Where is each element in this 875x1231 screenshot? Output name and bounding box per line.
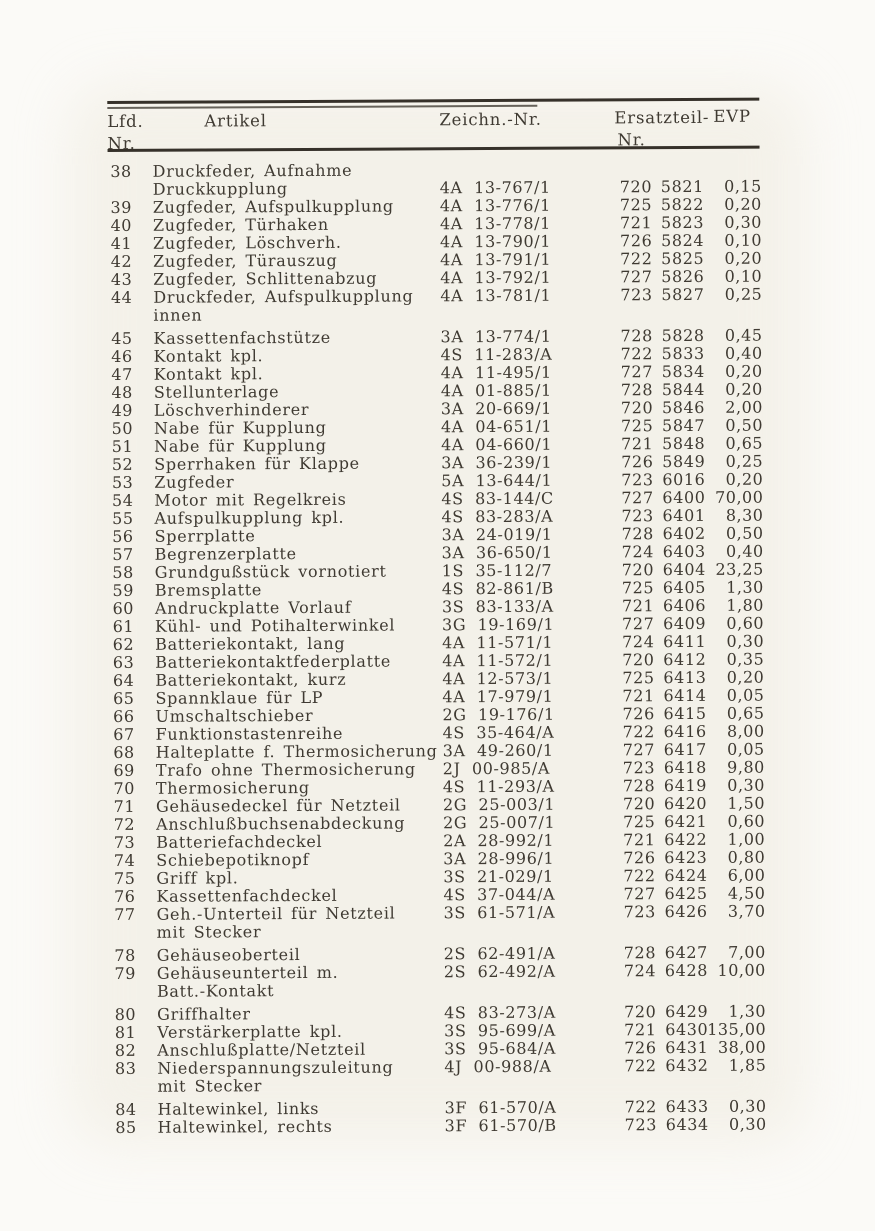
cell-artikel: Griff kpl. [156, 868, 239, 888]
cell-ersatzteil-nr: 722 6432 [624, 1055, 709, 1076]
cell-evp: 0,30 [728, 1114, 767, 1134]
cell-ersatzteil-nr: 721 6414 [622, 685, 707, 706]
cell-artikel: Geh.-Unterteil für Netzteil [156, 903, 396, 924]
cell-ersatzteil-nr: 724 6428 [623, 960, 709, 981]
cell-lfd-nr: 54 [111, 490, 134, 510]
cell-evp: 2,00 [725, 397, 763, 417]
cell-artikel: Bremsplatte [154, 580, 263, 600]
cell-zeichn-nr: 2G 25-007/1 [443, 812, 556, 833]
cell-zeichn-nr: 1S 35-112/7 [441, 560, 553, 581]
cell-artikel: Stellunterlage [153, 382, 280, 402]
cell-artikel: mit Stecker [156, 922, 262, 942]
cell-artikel: mit Stecker [157, 1076, 263, 1096]
table-row-line [0, 303, 873, 326]
cell-artikel: Druckfeder, Aufspulkupplung [153, 286, 414, 307]
cell-zeichn-nr: 3S 95-684/A [444, 1038, 557, 1059]
cell-artikel: Kontakt kpl. [153, 346, 264, 366]
cell-artikel: Anschlußplatte/Netzteil [157, 1039, 366, 1060]
cell-lfd-nr: 75 [113, 868, 136, 888]
cell-lfd-nr: 63 [112, 652, 135, 672]
cell-zeichn-nr: 4A 13-767/1 [439, 177, 551, 198]
cell-lfd-nr: 61 [112, 616, 135, 636]
cell-zeichn-nr: 4A 04-660/1 [441, 434, 553, 455]
cell-artikel: Batteriekontakt, lang [155, 633, 346, 654]
cell-lfd-nr: 70 [113, 778, 135, 798]
cell-ersatzteil-nr: 720 6429 [624, 1001, 709, 1022]
cell-ersatzteil-nr: 723 5827 [620, 284, 705, 305]
cell-lfd-nr: 56 [112, 526, 134, 546]
cell-evp: 1,80 [726, 595, 764, 615]
cell-zeichn-nr: 3A 13-774/1 [440, 326, 552, 347]
cell-evp: 0,30 [724, 212, 762, 232]
cell-zeichn-nr: 4S 82-861/B [441, 578, 554, 599]
cell-evp: 0,20 [724, 248, 763, 268]
cell-zeichn-nr: 4A 13-792/1 [440, 267, 552, 288]
cell-evp: 0,20 [725, 361, 763, 381]
cell-ersatzteil-nr: 720 6404 [621, 559, 706, 580]
cell-lfd-nr: 79 [114, 963, 136, 983]
cell-evp: 0,25 [724, 284, 763, 304]
cell-zeichn-nr: 3S 95-699/A [444, 1020, 556, 1041]
cell-evp: 1,30 [726, 577, 764, 597]
cell-artikel: Funktionstastenreihe [155, 723, 344, 744]
cell-evp: 0,40 [724, 343, 763, 363]
cell-ersatzteil-nr: 720 6412 [622, 649, 707, 670]
cell-lfd-nr: 45 [111, 328, 133, 348]
cell-evp: 0,20 [725, 379, 763, 399]
cell-artikel: Spannklaue für LP [155, 687, 324, 708]
cell-zeichn-nr: 2A 28-992/1 [443, 830, 555, 851]
cell-ersatzteil-nr: 720 5846 [620, 397, 706, 418]
header-separator-rule [108, 146, 760, 152]
cell-lfd-nr: 59 [112, 580, 134, 600]
cell-evp: 8,00 [726, 721, 765, 741]
cell-artikel: Kassettenfachdeckel [156, 885, 338, 906]
cell-ersatzteil-nr: 724 6403 [621, 541, 706, 562]
cell-lfd-nr: 52 [111, 454, 134, 474]
cell-lfd-nr: 81 [114, 1022, 137, 1042]
cell-artikel: Aufspulkupplung kpl. [154, 507, 345, 528]
cell-evp: 0,05 [726, 685, 765, 705]
cell-ersatzteil-nr: 728 6402 [621, 523, 706, 544]
cell-evp: 70,00 [715, 487, 764, 507]
cell-evp: 0,30 [726, 631, 765, 651]
cell-evp: 7,00 [728, 942, 766, 962]
column-header-ersatzteil-nr: Nr. [617, 130, 646, 150]
cell-zeichn-nr: 3S 61-571/A [443, 902, 556, 923]
cell-zeichn-nr: 2J 00-985/A [442, 758, 551, 779]
cell-ersatzteil-nr: 727 6409 [621, 613, 707, 634]
table-row-line [2, 1074, 875, 1097]
cell-artikel: Kontakt kpl. [153, 364, 264, 384]
cell-lfd-nr: 44 [110, 287, 133, 307]
cell-zeichn-nr: 3A 36-650/1 [441, 542, 553, 563]
cell-lfd-nr: 57 [112, 544, 134, 564]
cell-ersatzteil-nr: 723 6401 [621, 505, 706, 526]
cell-evp: 4,50 [727, 883, 766, 903]
cell-ersatzteil-nr: 725 6421 [623, 811, 708, 832]
cell-ersatzteil-nr: 723 6418 [622, 757, 707, 778]
cell-artikel: Nabe für Kupplung [154, 435, 327, 456]
cell-ersatzteil-nr: 721 5848 [621, 433, 706, 454]
cell-zeichn-nr: 3S 21-029/1 [443, 866, 554, 887]
cell-artikel: Niederspannungszuleitung [157, 1057, 394, 1078]
cell-evp: 9,80 [727, 757, 765, 777]
cell-lfd-nr: 47 [111, 364, 133, 384]
cell-lfd-nr: 78 [114, 945, 136, 965]
cell-lfd-nr: 76 [114, 886, 136, 906]
cell-artikel: Sperrhaken für Klappe [154, 453, 360, 474]
cell-artikel: Gehäuseoberteil [156, 945, 301, 965]
cell-evp: 0,30 [727, 775, 765, 795]
cell-evp: 0,50 [725, 415, 764, 435]
cell-evp: 0,60 [726, 613, 765, 633]
cell-evp: 1,00 [727, 829, 766, 849]
cell-artikel: Gehäuseunterteil m. [156, 962, 339, 983]
cell-ersatzteil-nr: 723 6016 [621, 469, 706, 490]
cell-evp: 0,60 [727, 811, 766, 831]
cell-ersatzteil-nr: 720 6420 [622, 793, 708, 814]
cell-artikel: Motor mit Regelkreis [154, 489, 347, 510]
cell-zeichn-nr: 2S 62-491/A [443, 943, 556, 964]
cell-evp: 0,50 [725, 523, 764, 543]
cell-artikel: Thermosicherung [155, 777, 310, 798]
cell-ersatzteil-nr: 721 6430 [624, 1019, 709, 1040]
cell-ersatzteil-nr: 721 6406 [621, 595, 707, 616]
cell-zeichn-nr: 5A 13-644/1 [441, 470, 553, 491]
cell-evp: 0,05 [727, 739, 765, 759]
table-row-line [2, 920, 875, 943]
cell-zeichn-nr: 4S 83-144/C [441, 488, 554, 509]
cell-ersatzteil-nr: 725 5847 [620, 415, 706, 436]
cell-lfd-nr: 50 [111, 418, 134, 438]
cell-zeichn-nr: 4S 11-293/A [442, 776, 555, 797]
column-header-zeichn-nr: Zeichn.-Nr. [439, 109, 542, 130]
cell-zeichn-nr: 4A 01-885/1 [440, 380, 552, 401]
cell-artikel: Haltewinkel, links [157, 1098, 320, 1119]
cell-lfd-nr: 71 [113, 796, 136, 816]
cell-lfd-nr: 69 [113, 760, 135, 780]
cell-artikel: Andruckplatte Vorlauf [154, 597, 352, 618]
cell-artikel: Trafo ohne Thermosicherung [155, 759, 416, 780]
cell-zeichn-nr: 3F 61-570/B [444, 1115, 557, 1136]
cell-lfd-nr: 55 [112, 508, 134, 528]
cell-artikel: Gehäusedeckel für Netzteil [155, 795, 401, 816]
cell-zeichn-nr: 3S 83-133/A [441, 596, 554, 617]
cell-artikel: Druckfeder, Aufnahme [152, 160, 353, 181]
cell-evp: 10,00 [717, 960, 766, 980]
table-top-rule-echo [107, 105, 537, 109]
cell-evp: 0,20 [724, 194, 762, 214]
cell-zeichn-nr: 4S 83-283/A [441, 506, 554, 527]
cell-zeichn-nr: 4S 37-044/A [443, 884, 556, 905]
cell-lfd-nr: 83 [114, 1058, 137, 1078]
cell-ersatzteil-nr: 727 5834 [620, 361, 705, 382]
cell-evp: 0,25 [725, 451, 764, 471]
cell-artikel: Nabe für Kupplung [153, 417, 327, 438]
cell-ersatzteil-nr: 725 6413 [622, 667, 707, 688]
cell-zeichn-nr: 4A 13-776/1 [439, 195, 551, 216]
cell-artikel: Zugfeder, Türauszug [153, 250, 338, 271]
cell-zeichn-nr: 2G 25-003/1 [442, 794, 556, 815]
cell-ersatzteil-nr: 722 5825 [620, 248, 705, 269]
cell-evp: 0,80 [727, 847, 766, 867]
cell-zeichn-nr: 4A 11-572/1 [442, 650, 554, 671]
cell-lfd-nr: 48 [111, 382, 133, 402]
cell-artikel: Anschlußbuchsenabdeckung [156, 813, 406, 834]
cell-ersatzteil-nr: 726 6431 [624, 1037, 709, 1058]
cell-evp: 0,65 [725, 433, 764, 453]
table-row-line [3, 1115, 875, 1138]
cell-artikel: Batteriekontakt, kurz [155, 669, 347, 690]
cell-ersatzteil-nr: 728 6419 [622, 775, 708, 796]
cell-lfd-nr: 84 [115, 1099, 137, 1119]
cell-lfd-nr: 58 [112, 562, 134, 582]
cell-lfd-nr: 67 [113, 724, 135, 744]
cell-lfd-nr: 74 [113, 850, 136, 870]
cell-ersatzteil-nr: 726 5824 [619, 230, 705, 251]
cell-lfd-nr: 38 [110, 161, 132, 181]
cell-ersatzteil-nr: 728 5844 [620, 379, 706, 400]
cell-ersatzteil-nr: 728 5828 [620, 325, 705, 346]
cell-ersatzteil-nr: 723 6434 [624, 1114, 709, 1135]
cell-zeichn-nr: 4S 83-273/A [444, 1002, 556, 1023]
cell-ersatzteil-nr: 722 6433 [624, 1096, 709, 1117]
cell-zeichn-nr: 3F 61-570/A [444, 1097, 557, 1118]
column-header-ersatzteil: Ersatzteil- [614, 107, 710, 128]
cell-lfd-nr: 41 [110, 233, 133, 253]
cell-artikel: Sperrplatte [154, 526, 256, 546]
cell-lfd-nr: 39 [110, 197, 132, 217]
cell-evp: 0,65 [726, 703, 765, 723]
cell-artikel: Griffhalter [157, 1004, 251, 1024]
cell-ersatzteil-nr: 722 6424 [623, 865, 708, 886]
cell-zeichn-nr: 4A 11-495/1 [440, 362, 552, 383]
cell-lfd-nr: 42 [110, 251, 133, 271]
cell-artikel: Halteplatte f. Thermosicherung [155, 741, 438, 762]
cell-ersatzteil-nr: 726 6423 [623, 847, 708, 868]
cell-evp: 0,10 [724, 266, 763, 286]
cell-ersatzteil-nr: 721 6422 [623, 829, 708, 850]
cell-evp: 1,30 [728, 1001, 767, 1021]
cell-artikel: Batteriefachdeckel [156, 831, 323, 852]
table-body [0, 159, 875, 1138]
cell-zeichn-nr: 3G 19-169/1 [441, 614, 555, 635]
cell-artikel: Kühl- und Potihalterwinkel [154, 615, 396, 636]
column-header-lfd-nr: Nr. [107, 133, 136, 154]
cell-lfd-nr: 66 [113, 706, 135, 726]
cell-evp: 0,35 [726, 649, 765, 669]
cell-ersatzteil-nr: 725 6405 [621, 577, 707, 598]
cell-zeichn-nr: 4A 13-791/1 [440, 249, 552, 270]
cell-lfd-nr: 62 [112, 634, 135, 654]
cell-zeichn-nr: 3A 24-019/1 [441, 524, 553, 545]
cell-lfd-nr: 60 [112, 598, 134, 618]
cell-lfd-nr: 53 [111, 472, 134, 492]
column-header-evp: EVP [713, 106, 751, 126]
cell-artikel: Begrenzerplatte [154, 544, 297, 564]
cell-lfd-nr: 73 [113, 832, 136, 852]
cell-zeichn-nr: 2G 19-176/1 [442, 704, 555, 725]
cell-artikel: Zugfeder, Türhaken [152, 214, 329, 235]
cell-ersatzteil-nr: 726 6415 [622, 703, 707, 724]
cell-lfd-nr: 77 [114, 904, 136, 924]
cell-artikel: Kassettenfachstütze [153, 327, 331, 348]
cell-evp: 3,70 [727, 901, 766, 921]
cell-evp: 0,15 [724, 176, 762, 196]
cell-zeichn-nr: 2S 62-492/A [443, 961, 556, 982]
table-row-line [2, 979, 875, 1002]
cell-ersatzteil-nr: 724 6411 [622, 631, 707, 652]
cell-zeichn-nr: 3A 28-996/1 [443, 848, 555, 869]
cell-ersatzteil-nr: 727 6425 [623, 883, 708, 904]
cell-evp: 23,25 [715, 559, 764, 579]
cell-lfd-nr: 46 [111, 346, 133, 366]
cell-artikel: Zugfeder, Aufspulkupplung [152, 196, 394, 217]
cell-lfd-nr: 43 [110, 269, 133, 289]
cell-zeichn-nr: 4S 35-464/A [442, 722, 555, 743]
cell-artikel: innen [153, 305, 203, 325]
cell-evp: 8,30 [725, 505, 764, 525]
cell-evp: 0,10 [724, 230, 763, 250]
cell-artikel: Zugfeder, Löschverh. [152, 232, 342, 253]
cell-evp: 6,00 [727, 865, 766, 885]
cell-zeichn-nr: 4A 13-778/1 [439, 213, 551, 234]
cell-evp: 135,00 [707, 1019, 767, 1039]
cell-artikel: Druckkupplung [152, 179, 288, 199]
cell-lfd-nr: 85 [115, 1117, 137, 1137]
cell-ersatzteil-nr: 721 5823 [619, 212, 705, 233]
cell-evp: 0,40 [725, 541, 764, 561]
cell-ersatzteil-nr: 727 6400 [621, 487, 706, 508]
cell-ersatzteil-nr: 727 5826 [620, 266, 705, 287]
cell-ersatzteil-nr: 726 5849 [621, 451, 706, 472]
cell-zeichn-nr: 4J 00-988/A [444, 1056, 552, 1077]
cell-artikel: Schiebepotiknopf [156, 849, 310, 870]
cell-evp: 0,20 [726, 667, 765, 687]
cell-artikel: Umschaltschieber [155, 705, 314, 726]
cell-lfd-nr: 64 [112, 670, 135, 690]
cell-lfd-nr: 51 [111, 436, 134, 456]
cell-lfd-nr: 65 [113, 688, 135, 708]
cell-ersatzteil-nr: 725 5822 [619, 194, 705, 215]
cell-ersatzteil-nr: 720 5821 [619, 176, 704, 197]
cell-artikel: Grundgußstück vornotiert [154, 561, 387, 582]
cell-lfd-nr: 82 [114, 1040, 137, 1060]
cell-evp: 38,00 [717, 1037, 767, 1057]
cell-evp: 0,30 [728, 1096, 767, 1116]
cell-artikel: Batteriekontaktfederplatte [155, 651, 392, 672]
cell-zeichn-nr: 3A 49-260/1 [442, 740, 554, 761]
cell-zeichn-nr: 3A 36-239/1 [441, 452, 553, 473]
cell-zeichn-nr: 4A 04-651/1 [440, 416, 553, 437]
cell-evp: 1,50 [727, 793, 766, 813]
cell-lfd-nr: 40 [110, 215, 132, 235]
cell-ersatzteil-nr: 728 6427 [623, 942, 708, 963]
cell-evp: 1,85 [728, 1055, 767, 1075]
cell-ersatzteil-nr: 722 6416 [622, 721, 707, 742]
cell-lfd-nr: 80 [114, 1004, 137, 1024]
cell-zeichn-nr: 4A 13-781/1 [440, 285, 552, 306]
cell-zeichn-nr: 4A 17-979/1 [442, 686, 554, 707]
cell-lfd-nr: 68 [113, 742, 135, 762]
cell-ersatzteil-nr: 722 5833 [620, 343, 705, 364]
cell-evp: 0,45 [724, 325, 763, 345]
cell-zeichn-nr: 4A 11-571/1 [442, 632, 554, 653]
cell-zeichn-nr: 4A 12-573/1 [442, 668, 554, 689]
cell-artikel: Haltewinkel, rechts [157, 1116, 333, 1137]
cell-ersatzteil-nr: 727 6417 [622, 739, 707, 760]
cell-artikel: Löschverhinderer [153, 399, 310, 420]
cell-artikel: Zugfeder [154, 472, 235, 492]
table-top-rule [107, 98, 759, 104]
cell-zeichn-nr: 4S 11-283/A [440, 344, 553, 365]
cell-ersatzteil-nr: 723 6426 [623, 901, 708, 922]
cell-evp: 0,20 [725, 469, 764, 489]
cell-lfd-nr: 72 [113, 814, 136, 834]
cell-lfd-nr: 49 [111, 400, 133, 420]
column-header-lfd: Lfd. [107, 111, 144, 132]
cell-artikel: Batt.-Kontakt [156, 981, 275, 1001]
cell-zeichn-nr: 4A 13-790/1 [439, 231, 552, 252]
column-header-artikel: Artikel [204, 111, 267, 131]
cell-artikel: Zugfeder, Schlittenabzug [153, 268, 378, 289]
cell-zeichn-nr: 3A 20-669/1 [440, 398, 552, 419]
cell-artikel: Verstärkerplatte kpl. [157, 1021, 343, 1042]
